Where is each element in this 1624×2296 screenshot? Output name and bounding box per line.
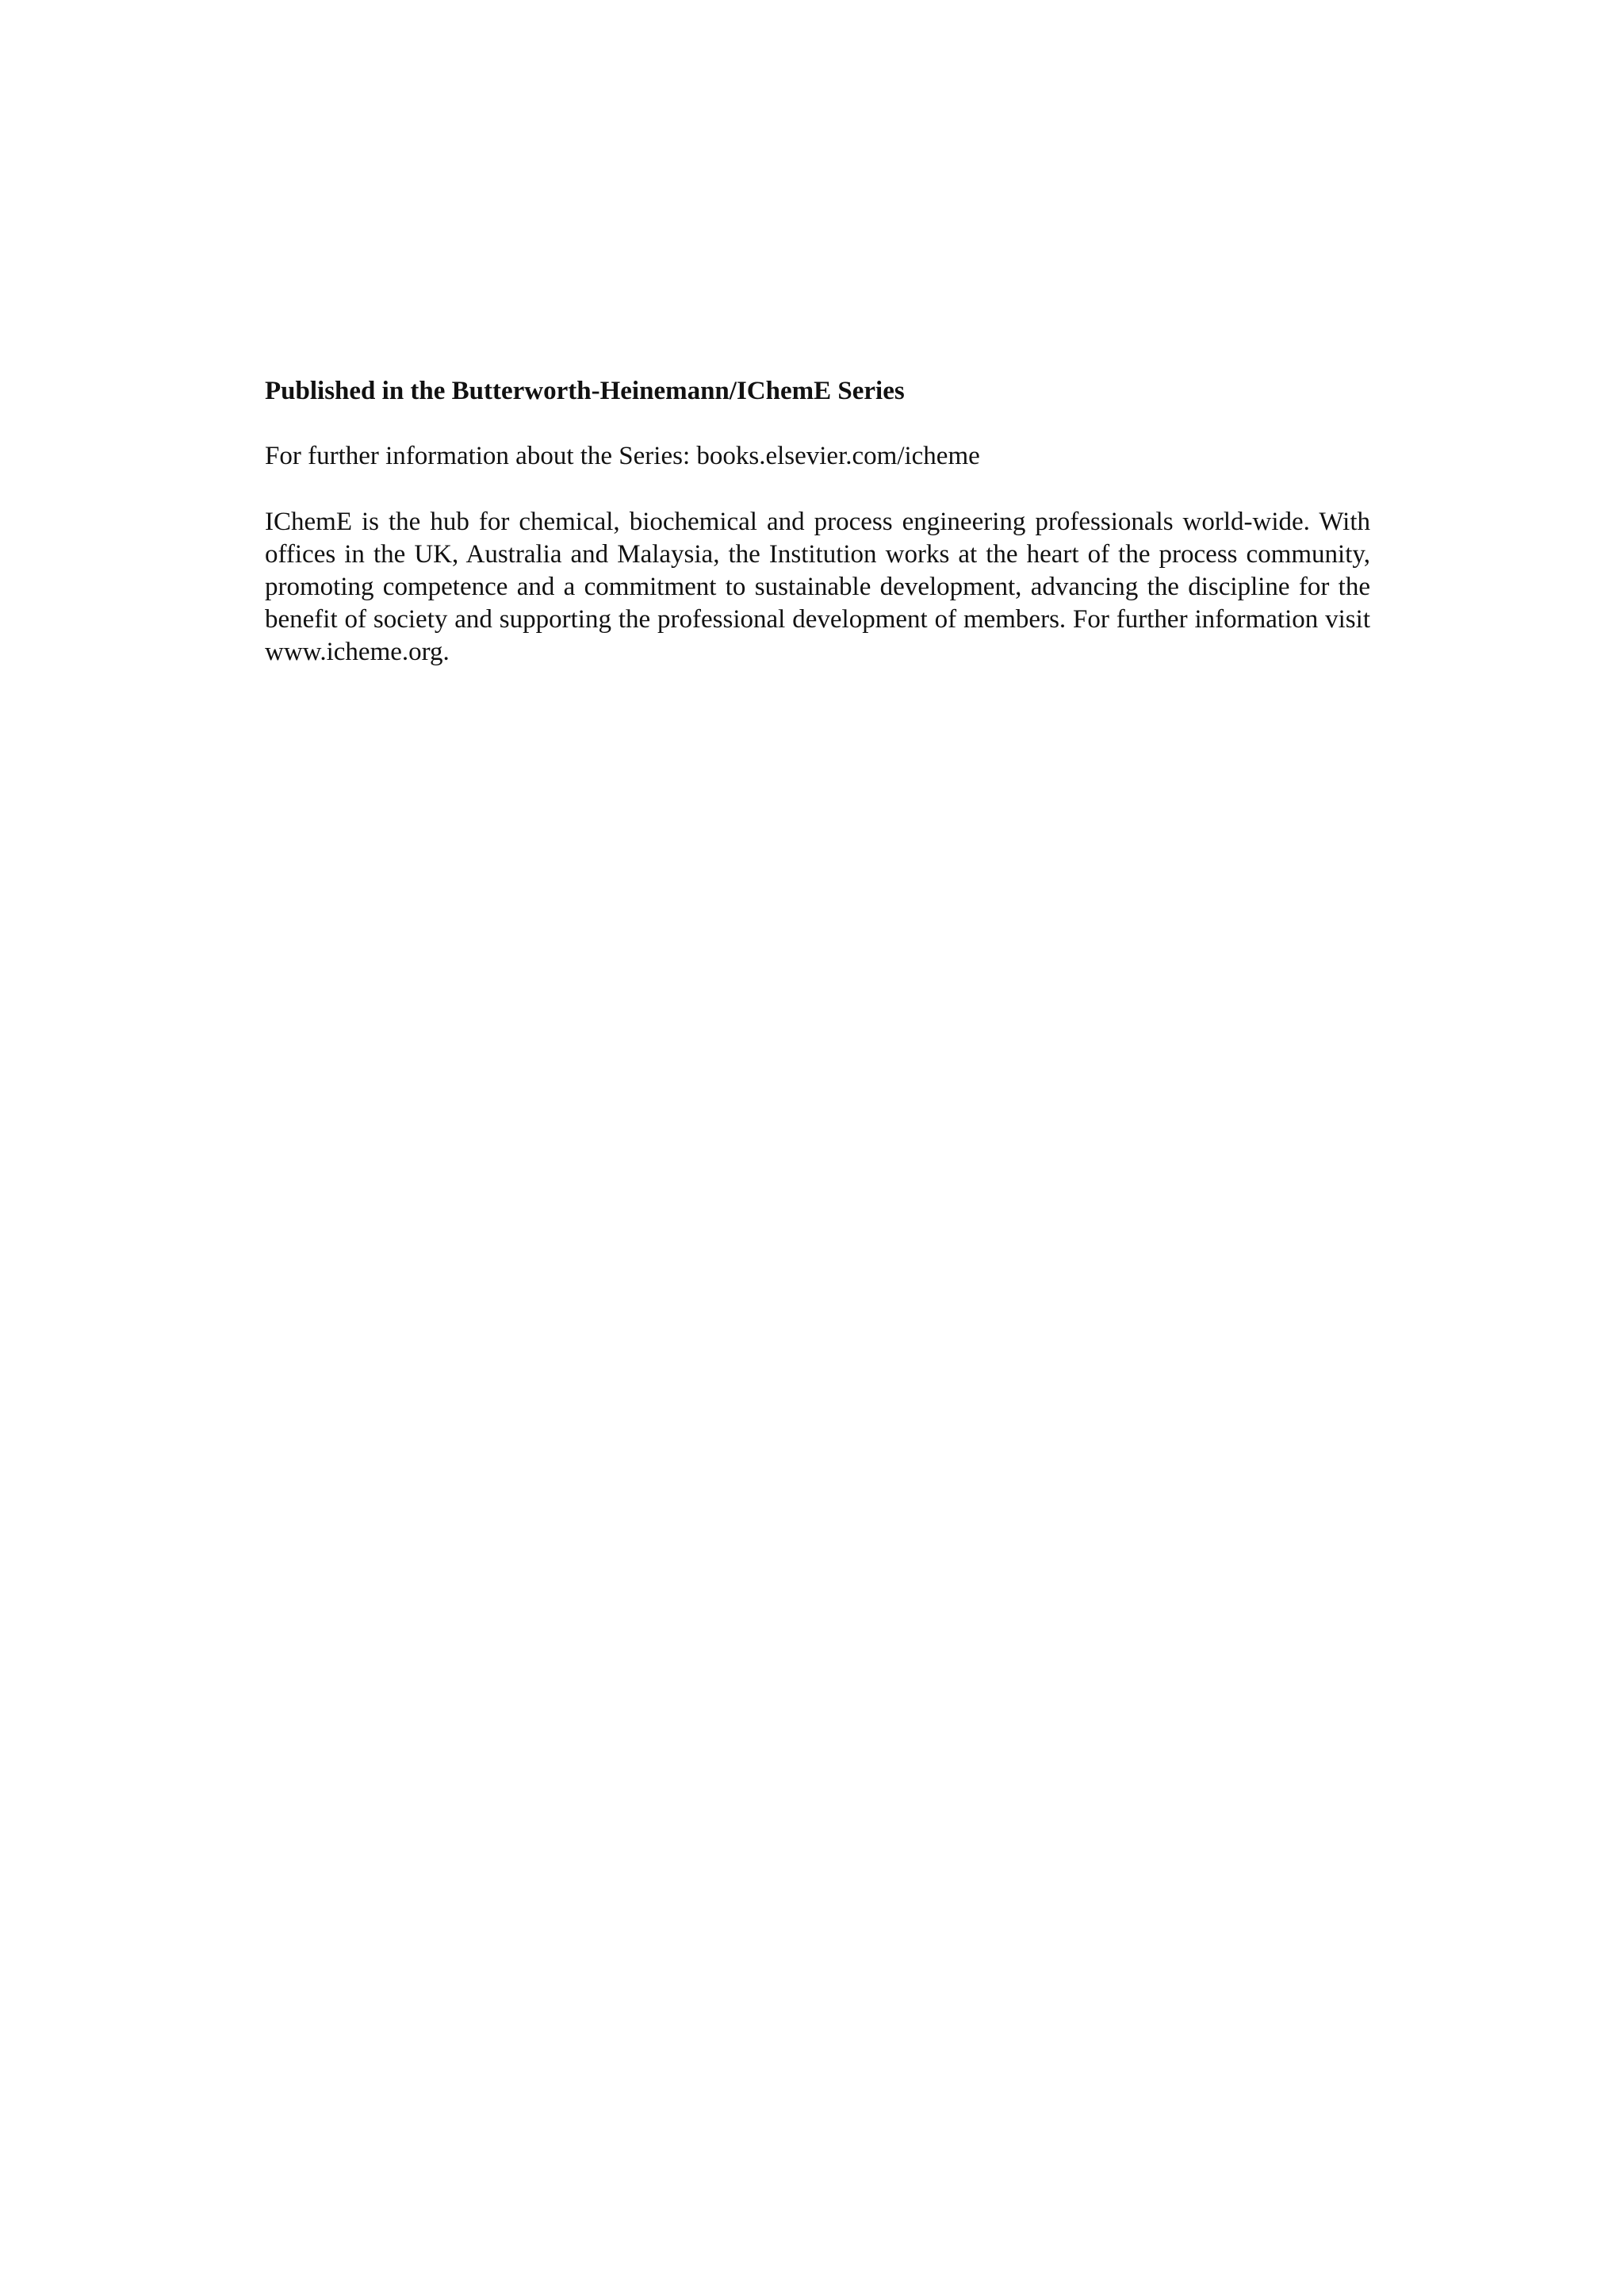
icheme-about-paragraph: IChemE is the hub for chemical, biochemical and process engineering professionals world-wide. With offices in the UK, Australia and Malaysia, the Institution works at the heart of the process community, promoting competence and a commitment to sustainable development, advancing the discipline for the benefit of society and supporting the professional development of members. For further information visit www.icheme.org.: [265, 508, 1370, 666]
series-heading: Published in the Butterworth-Heinemann/IChemE Series: [265, 377, 905, 405]
series-info-text: For further information about the Series: books.elsevier.com/icheme: [265, 442, 980, 470]
page-content: [265, 371, 1370, 669]
